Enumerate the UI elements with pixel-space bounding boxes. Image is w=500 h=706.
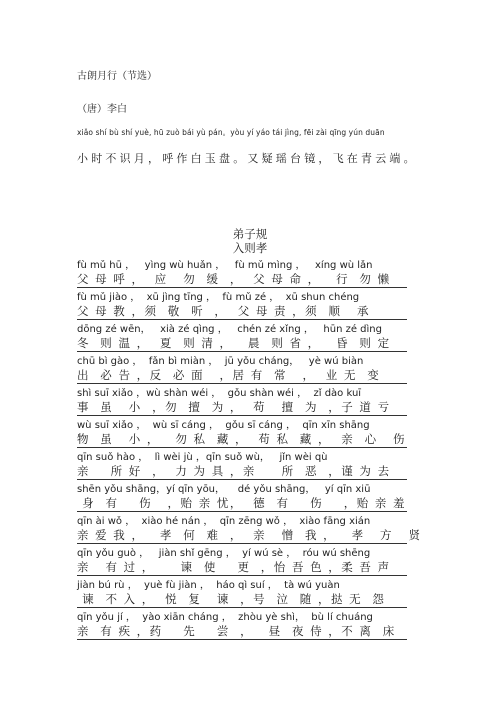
hanzi-line: 父 母 呼 ， 应 勿 缓 ， 父 母 命 ， 行 勿 懒 xyxy=(77,272,407,288)
verse-pair xyxy=(77,323,407,352)
verse-pair xyxy=(77,291,407,320)
verse-pair xyxy=(77,259,407,288)
pinyin-line: qīn yǒu guò ， jiàn shǐ gēng ， yí wú sè ， róu wú shēng xyxy=(77,548,371,559)
verse-pair xyxy=(77,355,407,384)
dizigui-title: 弟子规 xyxy=(232,227,268,241)
verse-pair xyxy=(77,451,407,480)
hanzi-line: 亲 有 过 ， 谏 使 更 ，怡 吾 色 ，柔 吾 声 xyxy=(77,560,407,576)
hanzi-line: 谏 不 入 ， 悦 复 谏 ，号 泣 随 ，挞 无 怨 xyxy=(77,592,407,608)
poem-title: 古朗月行（节选） xyxy=(77,71,157,82)
pinyin-line: shēn yǒu shāng，yí qīn yōu， dé yǒu shāng， yí qīn xiū xyxy=(77,484,371,495)
verse-pair xyxy=(77,547,407,576)
pinyin-line: chū bì gào ， fǎn bì miàn ， jū yǒu cháng， yè wú biàn xyxy=(77,356,364,367)
verse-pair xyxy=(77,611,407,640)
dizigui-section-title: 入则孝 xyxy=(232,241,268,255)
hanzi-line: 亲 有 疾 ，药 先 尝 ， 昼 夜 侍 ，不 离 床 xyxy=(77,624,407,640)
hanzi-line: 身 有 伤 ，贻 亲 忧， 德 有 伤 ，贻 亲 羞 xyxy=(77,496,407,510)
verse-pair xyxy=(77,579,407,608)
hanzi-line: 物 虽 小 ， 勿 私 藏 ， 苟 私 藏 ， 亲 心 伤 xyxy=(77,432,407,446)
pinyin-line: wù suī xiǎo ， wù sī cáng ， gǒu sī cáng ， qīn xīn shāng xyxy=(77,420,370,431)
pinyin-line: qīn yǒu jí ， yào xiān cháng ， zhòu yè shì， bù lí chuáng xyxy=(77,612,373,623)
verse-pair xyxy=(77,419,407,448)
hanzi-line: 事 虽 小 ，勿 擅 为 ， 苟 擅 为 ，子 道 亏 xyxy=(77,400,407,416)
hanzi-line: 亲 爱 我 ， 孝 何 难 ， 亲 憎 我 ， 孝 方 贤 xyxy=(77,528,422,542)
hanzi-line: 亲 所 好 ， 力 为 具 ，亲 所 恶 ，谨 为 去 xyxy=(77,464,407,480)
poem-author: （唐）李白 xyxy=(77,104,127,115)
poem-pinyin: xiǎo shí bù shí yuè, hū zuò bái yù pán。yòu yí yáo tái jìng, fēi zài qīng yún duān xyxy=(77,128,385,137)
pinyin-line: fù mǔ jiào ， xū jìng tīng ， fù mǔ zé ， xū shun chéng xyxy=(77,292,360,303)
hanzi-line: 冬 则 温 ， 夏 则 清 ， 晨 则 省 ， 昏 则 定 xyxy=(77,336,407,352)
pinyin-line: qīn suǒ hào ， lì wèi jù ，qīn suǒ wù， jǐn wèi qù xyxy=(77,452,328,463)
verse-pair xyxy=(77,387,407,416)
hanzi-line: 出 必 告 ，反 必 面 ，居 有 常 ， 业 无 变 xyxy=(77,368,407,384)
hanzi-line: 父 母 教 ，须 敬 听 ， 父 母 责 ，须 顺 承 xyxy=(77,304,407,320)
verse-pair xyxy=(77,483,407,512)
pinyin-line: qīn ài wǒ ， xiào hé nán ， qīn zēng wǒ ， xiào fāng xián xyxy=(77,516,371,527)
pinyin-line: dōng zé wēn， xià zé qìng ， chén zé xǐng ， hūn zé dìng xyxy=(77,324,382,335)
verse-pair xyxy=(77,515,422,544)
poem-text: 小时不识月，呼作白玉盘。又疑瑶台镜，飞在青云端。 xyxy=(77,152,418,165)
pinyin-line: fù mǔ hū ， yìng wù huǎn ， fù mǔ mìng ， xíng wù lǎn xyxy=(77,260,373,271)
pinyin-line: shì suī xiǎo ，wù shàn wéi ， gǒu shàn wéi ， zǐ dào kuī xyxy=(77,388,362,399)
pinyin-line: jiàn bú rù ， yuè fù jiàn ， háo qì suí ， tà wú yuàn xyxy=(77,580,340,591)
